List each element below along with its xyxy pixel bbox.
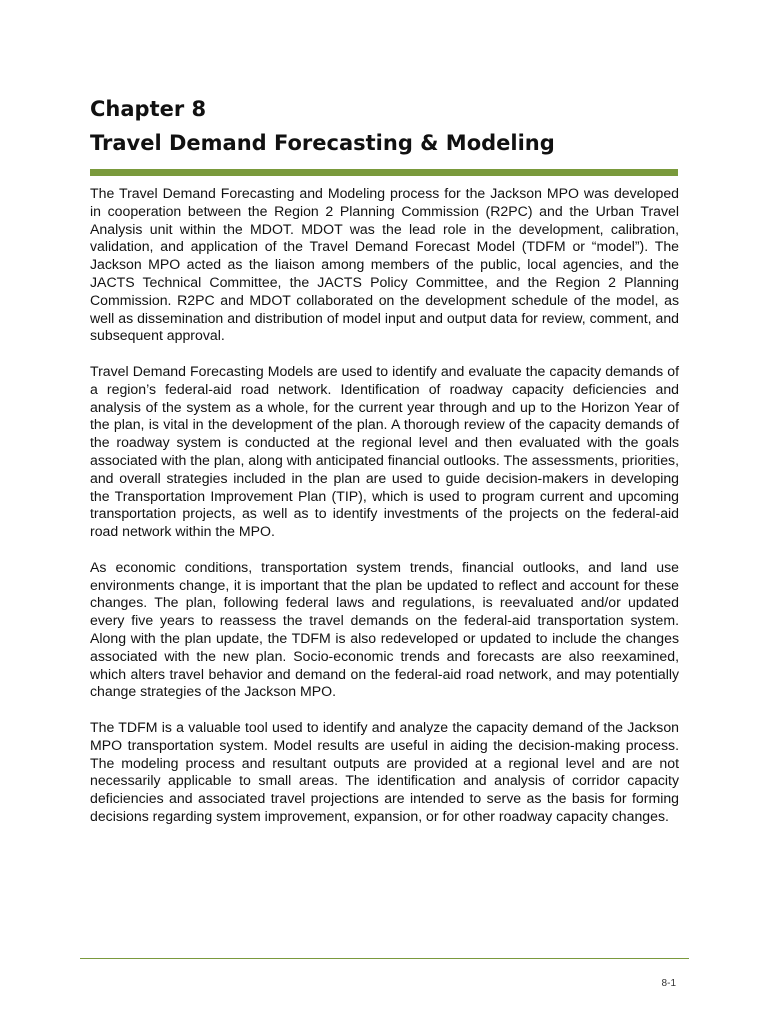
paragraph-3: As economic conditions, transportation system trends, financial outlooks, and land use environments change, it is important that the plan be updated to reflect and account for these changes. The plan, following federal laws and regulations, is reevaluated and/or updated every five years to reassess the travel demands on the federal-aid transportation system. Along with the plan update, the TDFM is also redeveloped or updated to include the changes associated with the new plan. Socio-economic trends and forecasts are also reexamined, which alters travel behavior and demand on the federal-aid road network, and may potentially change strategies of the Jackson MPO. (90, 558, 679, 700)
body-text (90, 185, 679, 843)
footer-divider (80, 958, 689, 959)
chapter-title: Travel Demand Forecasting & Modeling (90, 131, 555, 155)
title-divider (90, 169, 678, 176)
paragraph-1: The Travel Demand Forecasting and Modeling process for the Jackson MPO was developed in cooperation between the Region 2 Planning Commission (R2PC) and the Urban Travel Analysis unit within the MDOT. MDOT was the lead role in the development, calibration, validation, and application of the Travel Demand Forecast Model (TDFM or “model”). The Jackson MPO acted as the liaison among members of the public, local agencies, and the JACTS Technical Committee, the JACTS Policy Committee, and the Region 2 Planning Commission. R2PC and MDOT collaborated on the development schedule of the model, as well as dissemination and distribution of model input and output data for review, comment, and subsequent approval. (90, 185, 679, 344)
chapter-label: Chapter 8 (90, 97, 207, 121)
page-number: 8-1 (661, 978, 676, 989)
paragraph-4: The TDFM is a valuable tool used to identify and analyze the capacity demand of the Jackson MPO transportation system. Model results are useful in aiding the decision-making process. The modeling process and resultant outputs are provided at a regional level and are not necessarily applicable to small areas. The identification and analysis of corridor capacity deficiencies and associated travel projections are intended to serve as the basis for forming decisions regarding system improvement, expansion, or for other roadway capacity changes. (90, 718, 679, 824)
paragraph-2: Travel Demand Forecasting Models are used to identify and evaluate the capacity demands of a region’s federal-aid road network. Identification of roadway capacity deficiencies and analysis of the system as a whole, for the current year through and up to the Horizon Year of the plan, is vital in the development of the plan. A thorough review of the capacity demands of the roadway system is conducted at the regional level and then evaluated with the goals associated with the plan, along with anticipated financial outlooks. The assessments, priorities, and overall strategies included in the plan are used to guide decision-makers in developing the Transportation Improvement Plan (TIP), which is used to program current and upcoming transportation projects, as well as to identify investments of the projects on the federal-aid road network within the MPO. (90, 362, 679, 540)
